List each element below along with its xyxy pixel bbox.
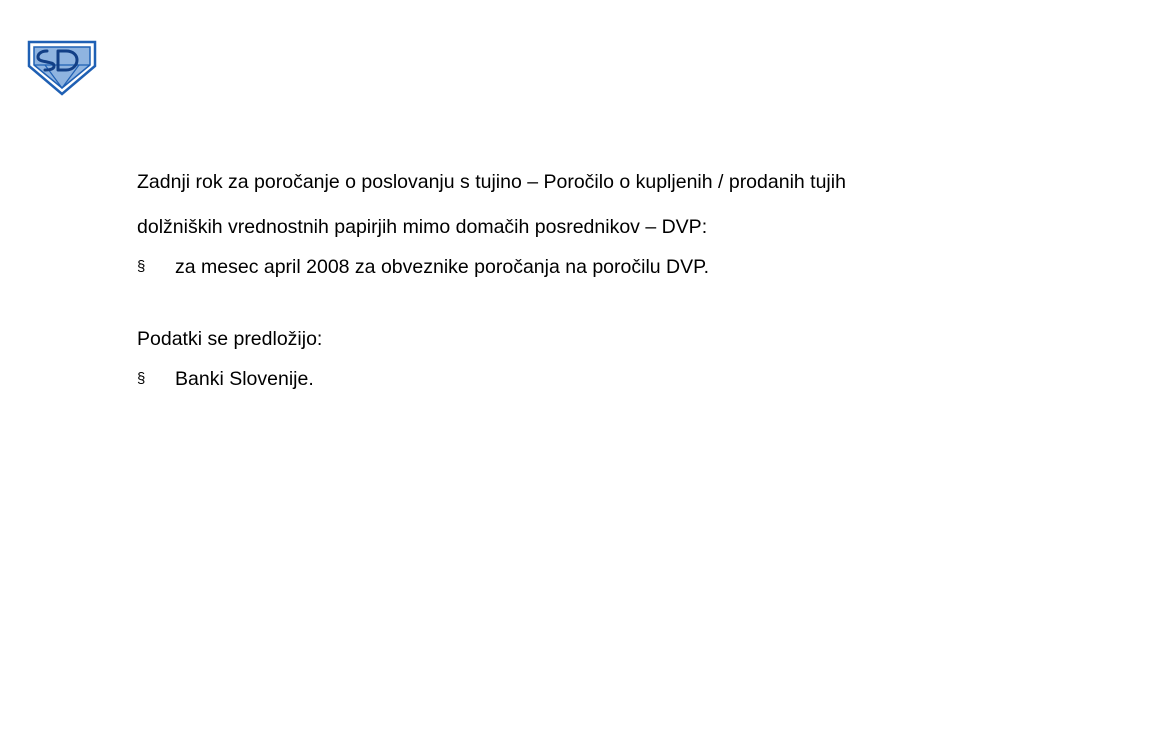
sd-shield-logo-icon bbox=[25, 36, 99, 98]
subheading: Podatki se predložijo: bbox=[137, 328, 323, 350]
slide-content bbox=[137, 160, 1027, 396]
list-item-label: Banki Slovenije. bbox=[175, 368, 314, 390]
bullet-marker-icon: § bbox=[137, 370, 146, 387]
list-item-label: za mesec april 2008 za obveznike poročanja na poročilu DVP. bbox=[175, 256, 710, 278]
bullet-list-first bbox=[137, 250, 1027, 284]
list-item bbox=[137, 362, 1027, 396]
intro-paragraph-line-2: dolžniških vrednostnih papirjih mimo domačih posrednikov – DVP: bbox=[137, 216, 708, 238]
intro-paragraph bbox=[137, 160, 1027, 250]
bullet-marker-icon: § bbox=[137, 258, 146, 275]
list-item bbox=[137, 250, 1027, 284]
intro-paragraph-line-1: Zadnji rok za poročanje o poslovanju s tujino – Poročilo o kupljenih / prodanih tujih bbox=[137, 171, 846, 193]
spacer bbox=[137, 284, 1027, 322]
bullet-list-second bbox=[137, 362, 1027, 396]
